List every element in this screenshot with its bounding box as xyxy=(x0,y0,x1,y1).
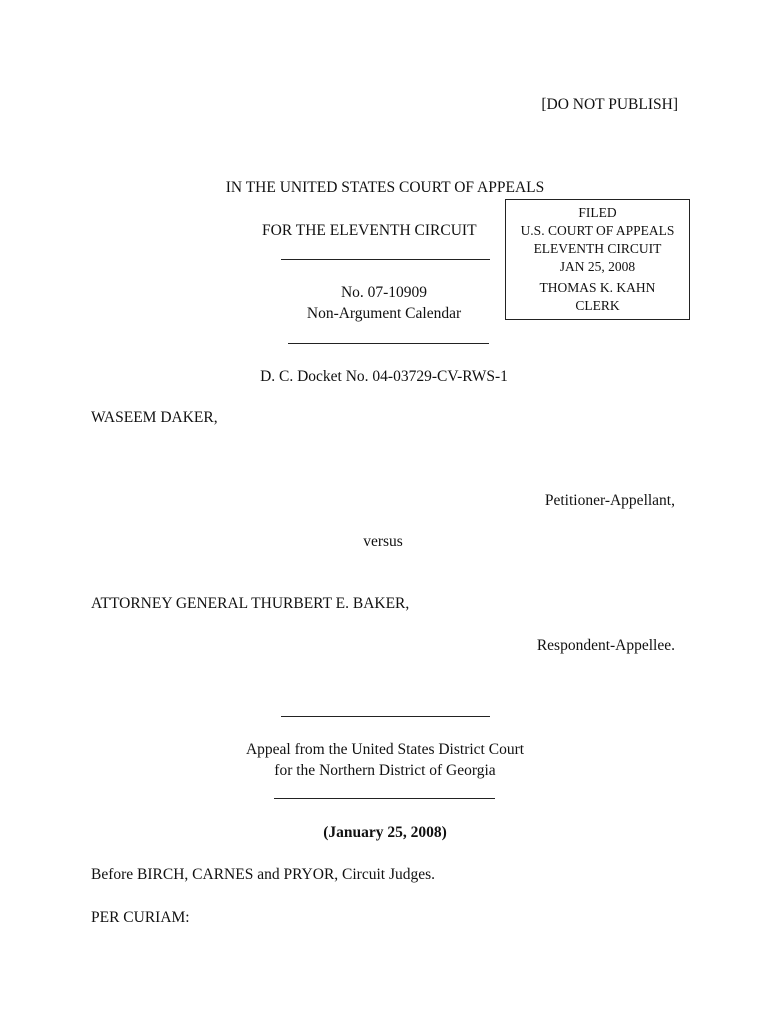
divider-line xyxy=(274,798,495,799)
petitioner-role: Petitioner-Appellant, xyxy=(544,492,675,509)
decision-date: (January 25, 2008) xyxy=(323,824,447,841)
stamp-clerk-title: CLERK xyxy=(575,298,620,313)
divider-line xyxy=(288,343,489,344)
divider-line xyxy=(281,259,490,260)
divider-line xyxy=(281,716,490,717)
versus-label: versus xyxy=(363,533,403,550)
stamp-date: JAN 25, 2008 xyxy=(559,259,636,274)
filed-stamp xyxy=(505,199,690,320)
stamp-circuit: ELEVENTH CIRCUIT xyxy=(533,241,662,256)
court-name: IN THE UNITED STATES COURT OF APPEALS xyxy=(225,179,545,196)
stamp-filed: FILED xyxy=(578,205,617,220)
case-number: No. 07-10909 xyxy=(340,284,428,301)
stamp-court: U.S. COURT OF APPEALS xyxy=(520,223,675,238)
calendar-type: Non-Argument Calendar xyxy=(306,305,462,322)
circuit-name: FOR THE ELEVENTH CIRCUIT xyxy=(262,222,477,239)
panel-judges: Before BIRCH, CARNES and PRYOR, Circuit Judges. xyxy=(91,866,436,883)
publish-note: [DO NOT PUBLISH] xyxy=(541,96,678,113)
per-curiam: PER CURIAM: xyxy=(91,909,190,926)
respondent-name: ATTORNEY GENERAL THURBERT E. BAKER, xyxy=(91,595,410,612)
appeal-from: Appeal from the United States District Court xyxy=(245,741,525,758)
district-name: for the Northern District of Georgia xyxy=(274,762,496,779)
respondent-role: Respondent-Appellee. xyxy=(536,637,675,654)
docket-number: D. C. Docket No. 04-03729-CV-RWS-1 xyxy=(260,368,508,385)
petitioner-name: WASEEM DAKER, xyxy=(91,409,218,426)
stamp-clerk-name: THOMAS K. KAHN xyxy=(539,280,656,295)
